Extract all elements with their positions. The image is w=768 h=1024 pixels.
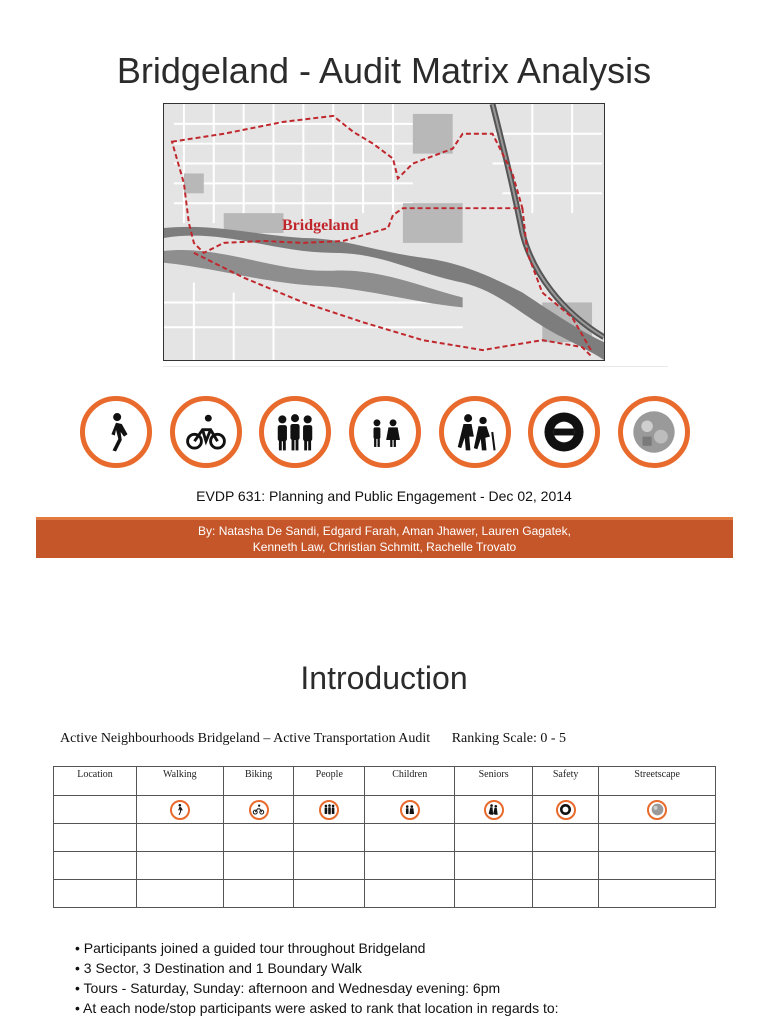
map-label: Bridgeland <box>282 217 359 234</box>
col-safety: Safety <box>532 767 598 796</box>
table-cell <box>365 796 455 824</box>
table-cell <box>599 824 716 852</box>
list-item: • Participants joined a guided tour throughout Bridgeland <box>75 940 426 956</box>
table-cell <box>599 796 716 824</box>
table-cell <box>599 852 716 880</box>
table-cell <box>54 824 137 852</box>
table-title-left: Active Neighbourhoods Bridgeland <box>60 731 260 746</box>
table-cell <box>223 796 294 824</box>
table-cell <box>137 852 224 880</box>
biking-icon <box>249 800 269 820</box>
table-cell <box>223 852 294 880</box>
table-cell <box>365 824 455 852</box>
table-cell <box>54 852 137 880</box>
table-cell <box>455 796 533 824</box>
audit-table <box>53 766 716 908</box>
col-seniors: Seniors <box>455 767 533 796</box>
table-title <box>60 731 566 747</box>
list-item: • Tours - Saturday, Sunday: afternoon and Wednesday evening: 6pm <box>75 980 501 996</box>
streetscape-icon <box>647 800 667 820</box>
col-people: People <box>294 767 365 796</box>
authors-line-2: Kenneth Law, Christian Schmitt, Rachelle Trovato <box>252 540 517 554</box>
authors-line-1: By: Natasha De Sandi, Edgard Farah, Aman Jhawer, Lauren Gagatek, <box>198 524 571 538</box>
biking-icon <box>170 396 242 468</box>
table-title-right: Ranking Scale: 0 - 5 <box>451 731 567 746</box>
table-cell <box>532 852 598 880</box>
slide-title: Bridgeland - Audit Matrix Analysis <box>116 50 652 91</box>
table-cell <box>532 880 598 908</box>
table-header-row <box>54 767 716 796</box>
table-cell <box>294 880 365 908</box>
col-streetscape: Streetscape <box>599 767 716 796</box>
intro-title: Introduction <box>300 660 468 696</box>
bridgeland-map <box>163 103 605 361</box>
col-biking: Biking <box>223 767 294 796</box>
table-cell <box>455 852 533 880</box>
category-icons <box>80 396 690 468</box>
table-cell <box>532 796 598 824</box>
table-row <box>54 796 716 824</box>
table-cell <box>455 880 533 908</box>
list-item: • 3 Sector, 3 Destination and 1 Boundary Walk <box>75 960 362 976</box>
table-cell <box>365 852 455 880</box>
table-cell <box>54 796 137 824</box>
col-children: Children <box>365 767 455 796</box>
people-icon <box>259 396 331 468</box>
seniors-icon <box>439 396 511 468</box>
col-location: Location <box>54 767 137 796</box>
separator <box>163 366 668 367</box>
table-cell <box>599 880 716 908</box>
table-cell <box>532 824 598 852</box>
table-title-mid: – Active Transportation Audit <box>263 731 431 746</box>
table-row <box>54 880 716 908</box>
table-cell <box>294 824 365 852</box>
seniors-icon <box>484 800 504 820</box>
table-cell <box>137 880 224 908</box>
authors-banner <box>36 520 733 558</box>
list-item: • At each node/stop participants were asked to rank that location in regards to: <box>75 1000 559 1016</box>
children-icon <box>400 800 420 820</box>
table-cell <box>294 796 365 824</box>
table-cell <box>137 796 224 824</box>
streetscape-icon <box>618 396 690 468</box>
table-cell <box>365 880 455 908</box>
course-line: EVDP 631: Planning and Public Engagement - Dec 02, 2014 <box>196 488 572 504</box>
walking-icon <box>170 800 190 820</box>
table-row <box>54 852 716 880</box>
col-walking: Walking <box>137 767 224 796</box>
table-cell <box>54 880 137 908</box>
table-cell <box>137 824 224 852</box>
safety-icon <box>556 800 576 820</box>
table-cell <box>455 824 533 852</box>
walking-icon <box>80 396 152 468</box>
table-cell <box>223 824 294 852</box>
safety-icon <box>528 396 600 468</box>
table-row <box>54 824 716 852</box>
intro-bullets <box>75 938 559 1018</box>
table-cell <box>294 852 365 880</box>
people-icon <box>319 800 339 820</box>
children-icon <box>349 396 421 468</box>
table-cell <box>223 880 294 908</box>
